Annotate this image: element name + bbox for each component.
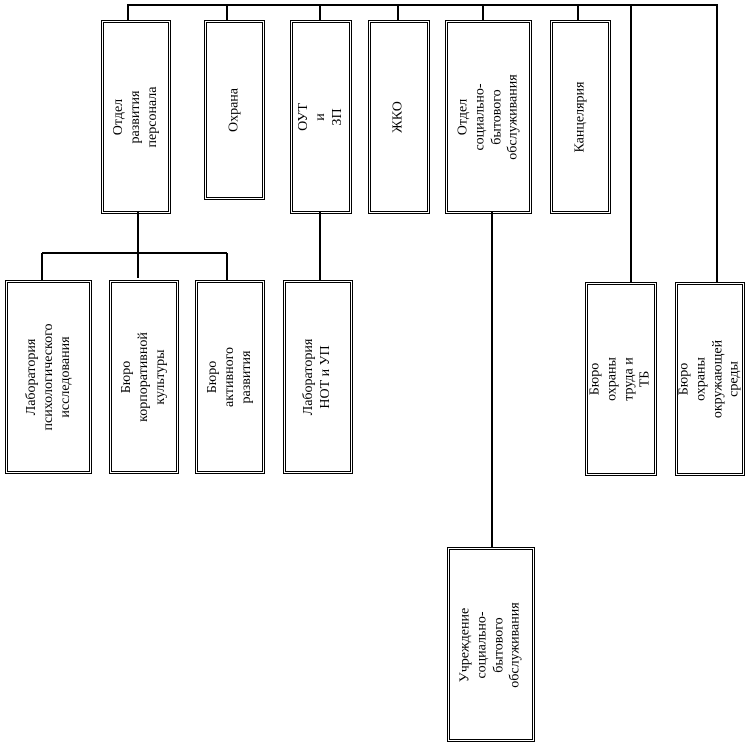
- node-label: Лаборатория НОТ и УП: [301, 338, 333, 416]
- node-housing: [370, 22, 428, 212]
- node-label: ОУТ и ЗП: [295, 103, 345, 131]
- node-label: ЖКО: [390, 101, 406, 133]
- node-bureau-environment: [677, 284, 743, 474]
- node-label: Бюро охраны труда и ТБ: [587, 357, 653, 401]
- node-bureau-active: [197, 282, 263, 472]
- node-social-institution: [449, 549, 533, 740]
- node-out-zp: [292, 22, 350, 212]
- node-label: Бюро корпоративной культуры: [118, 332, 168, 422]
- node-office: [552, 22, 609, 212]
- node-label: Бюро активного развития: [204, 347, 254, 407]
- node-lab-not: [285, 282, 351, 472]
- node-security: [206, 22, 263, 198]
- node-label: Лаборатория психологического исследования: [23, 323, 72, 431]
- node-label: Бюро охраны окружающей среды: [676, 339, 742, 419]
- node-label: Отдел социально- бытового обслуживания: [454, 74, 521, 160]
- node-bureau-corporate: [111, 282, 177, 472]
- node-social-service: [447, 22, 530, 212]
- node-label: Учреждение социально-бытового обслуживания: [457, 601, 523, 688]
- node-lab-psych: [7, 282, 90, 472]
- node-hr-development: [103, 22, 169, 212]
- node-label: Охрана: [226, 87, 242, 133]
- node-bureau-safety: [587, 284, 655, 474]
- node-label: Отдел развития персонала: [110, 86, 160, 148]
- node-label: Канцелярия: [572, 81, 588, 153]
